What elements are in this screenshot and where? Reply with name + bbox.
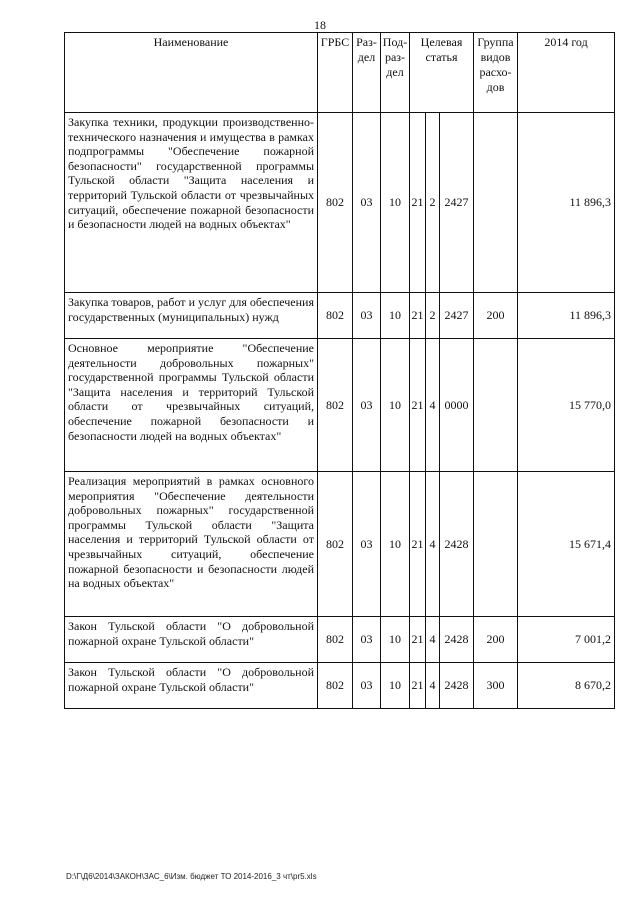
col-year-header: 2014 год: [518, 33, 615, 113]
row-podrazdel-cell: 10: [381, 663, 410, 709]
table-row: [65, 293, 615, 339]
row-group-cell: [474, 113, 518, 293]
row-amount-cell: 11 896,3: [518, 293, 615, 339]
row-target-direction-cell: 2427: [440, 293, 474, 339]
row-target-subprogram-cell: 4: [426, 617, 440, 663]
row-razdel-cell: 03: [353, 339, 381, 472]
row-amount-cell: 15 671,4: [518, 472, 615, 617]
table-row: [65, 663, 615, 709]
row-amount-cell: 11 896,3: [518, 113, 615, 293]
table-row: [65, 113, 615, 293]
row-razdel-cell: 03: [353, 617, 381, 663]
row-target-direction-cell: 2428: [440, 472, 474, 617]
file-path-footer: D:\Г\Д6\2014\ЗАКОН\ЗАС_6\Изм. бюджет ТО 2014-2016_3 чт\pr5.xls: [66, 872, 317, 881]
row-amount-cell: 7 001,2: [518, 617, 615, 663]
row-razdel-cell: 03: [353, 293, 381, 339]
page-number: 18: [314, 18, 326, 32]
row-podrazdel-cell: 10: [381, 293, 410, 339]
row-grbs-cell: 802: [318, 472, 353, 617]
table-row: [65, 617, 615, 663]
row-razdel-cell: 03: [353, 113, 381, 293]
row-grbs-cell: 802: [318, 663, 353, 709]
row-target-program-cell: 21: [410, 113, 426, 293]
row-razdel-cell: 03: [353, 663, 381, 709]
row-name-cell: Закупка товаров, работ и услуг для обеспечения государственных (муниципальных) нужд: [65, 293, 318, 339]
row-name-cell: Закон Тульской области "О добровольной пожарной охране Тульской области": [65, 617, 318, 663]
table-row: [65, 339, 615, 472]
col-grbs-header: ГРБС: [318, 33, 353, 113]
row-group-cell: [474, 472, 518, 617]
row-target-subprogram-cell: 4: [426, 339, 440, 472]
row-amount-cell: 15 770,0: [518, 339, 615, 472]
row-target-direction-cell: 2428: [440, 663, 474, 709]
row-target-direction-cell: 2427: [440, 113, 474, 293]
row-grbs-cell: 802: [318, 617, 353, 663]
row-grbs-cell: 802: [318, 339, 353, 472]
budget-table: [64, 32, 615, 709]
row-target-subprogram-cell: 2: [426, 113, 440, 293]
row-name-cell: Закон Тульской области "О добровольной пожарной охране Тульской области": [65, 663, 318, 709]
row-target-subprogram-cell: 4: [426, 472, 440, 617]
row-podrazdel-cell: 10: [381, 339, 410, 472]
col-razdel-header: Раз- дел: [353, 33, 381, 113]
row-group-cell: [474, 339, 518, 472]
col-target-header: Целевая статья: [410, 33, 474, 113]
row-podrazdel-cell: 10: [381, 617, 410, 663]
row-group-cell: 300: [474, 663, 518, 709]
row-group-cell: 200: [474, 617, 518, 663]
row-razdel-cell: 03: [353, 472, 381, 617]
row-target-direction-cell: 0000: [440, 339, 474, 472]
row-target-program-cell: 21: [410, 339, 426, 472]
row-target-program-cell: 21: [410, 663, 426, 709]
row-target-subprogram-cell: 4: [426, 663, 440, 709]
row-name-cell: Закупка техники, продукции производственно-технического назначения и имущества в рамках подпрограммы "Обеспечение пожарной безопасности" государственной программы Тульской области "Защита населения и территорий Тульской области от чрезвычайных ситуаций, обеспечение пожарной безопасности и безопасности людей на водных объектах": [65, 113, 318, 293]
row-name-cell: Основное мероприятие "Обеспечение деятельности добровольных пожарных" государственной программы Тульской области "Защита населения и территорий Тульской области от чрезвычайных ситуаций, обеспечение пожарной безопасности и безопасности людей на водных объектах": [65, 339, 318, 472]
row-target-program-cell: 21: [410, 293, 426, 339]
row-target-direction-cell: 2428: [440, 617, 474, 663]
row-grbs-cell: 802: [318, 113, 353, 293]
row-podrazdel-cell: 10: [381, 113, 410, 293]
row-name-cell: Реализация мероприятий в рамках основного мероприятия "Обеспечение деятельности добровольных пожарных" государственной программы Тульской области "Защита населения и территорий Тульской области от чрезвычайных ситуаций, обеспечение пожарной безопасности и безопасности людей на водных объектах": [65, 472, 318, 617]
row-amount-cell: 8 670,2: [518, 663, 615, 709]
col-podrazdel-header: Под- раз- дел: [381, 33, 410, 113]
row-target-subprogram-cell: 2: [426, 293, 440, 339]
table-row: [65, 472, 615, 617]
row-podrazdel-cell: 10: [381, 472, 410, 617]
row-target-program-cell: 21: [410, 617, 426, 663]
col-name-header: Наименование: [65, 33, 318, 113]
row-grbs-cell: 802: [318, 293, 353, 339]
col-group-header: Группа видов расхо- дов: [474, 33, 518, 113]
row-group-cell: 200: [474, 293, 518, 339]
header-row: [65, 33, 615, 113]
row-target-program-cell: 21: [410, 472, 426, 617]
